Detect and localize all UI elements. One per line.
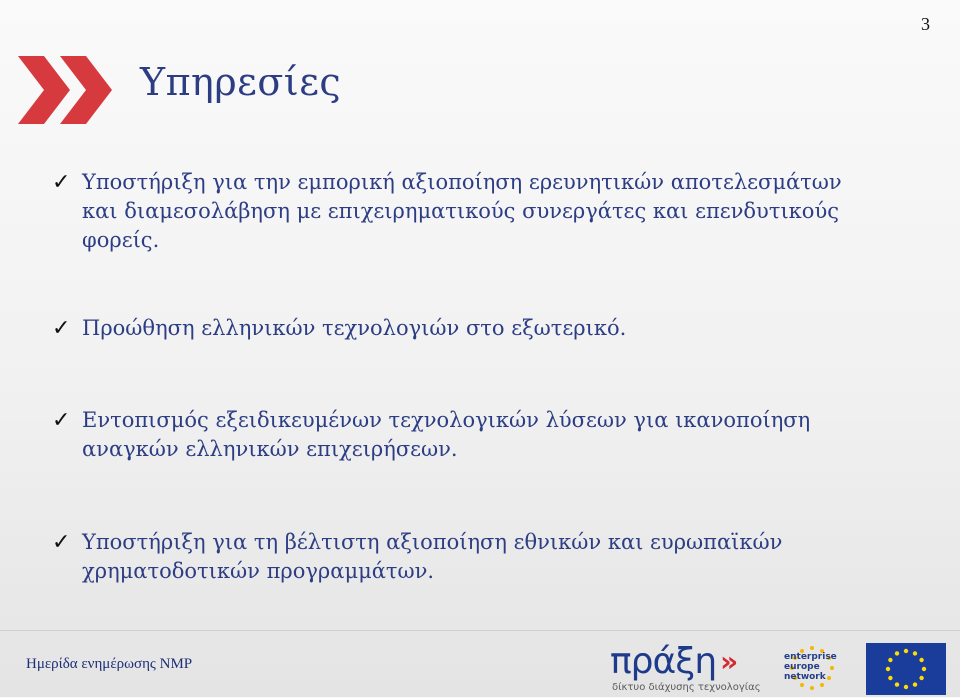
red-chevron-icon: » [720, 645, 738, 678]
check-icon: ✓ [52, 316, 71, 341]
bullet-line: φορείς. [82, 228, 160, 252]
een-line: europe [784, 662, 820, 672]
slide-title: Υπηρεσίες [140, 60, 342, 104]
praxi-logo-word: πράξη [610, 641, 717, 682]
bullet-line: αναγκών ελληνικών επιχειρήσεων. [82, 437, 458, 461]
praxi-logo-tagline: δίκτυο διάχυσης τεχνολογίας [612, 682, 761, 693]
bullet-line: Υποστήριξη για τη βέλτιστη αξιοποίηση εθνικών και ευρωπαϊκών [82, 530, 783, 554]
bullet-line: Υποστήριξη για την εμπορική αξιοποίηση ερευνητικών αποτελεσμάτων [82, 170, 842, 194]
footer-divider [0, 630, 960, 631]
check-icon: ✓ [52, 170, 71, 195]
bullet-line: Εντοπισμός εξειδικευμένων τεχνολογικών λύσεων για ικανοποίηση [82, 408, 811, 432]
slide-number: 3 [921, 14, 930, 34]
bullet-text [82, 314, 626, 343]
check-icon: ✓ [52, 530, 71, 555]
enterprise-europe-network-logo [776, 644, 848, 694]
een-line: network [784, 672, 826, 682]
praxi-logo [610, 641, 761, 694]
bullet-item [52, 528, 782, 586]
bullet-line: και διαμεσολάβηση με επιχειρηματικούς συνεργάτες και επενδυτικούς [82, 199, 839, 223]
bullet-item [52, 314, 626, 343]
een-line: enterprise [784, 652, 837, 662]
eu-flag-icon [866, 643, 946, 695]
bullet-text [82, 168, 842, 255]
bullet-item [52, 406, 810, 464]
bullet-text [82, 406, 810, 464]
red-double-chevron-icon [18, 50, 118, 130]
bullet-item [52, 168, 842, 255]
bullet-line: χρηματοδοτικών προγραμμάτων. [82, 559, 435, 583]
check-icon: ✓ [52, 408, 71, 433]
footer-event-text: Ημερίδα ενημέρωσης NMP [26, 656, 193, 672]
bullet-line: Προώθηση ελληνικών τεχνολογιών στο εξωτερικό. [82, 316, 627, 340]
bullet-text [82, 528, 782, 586]
